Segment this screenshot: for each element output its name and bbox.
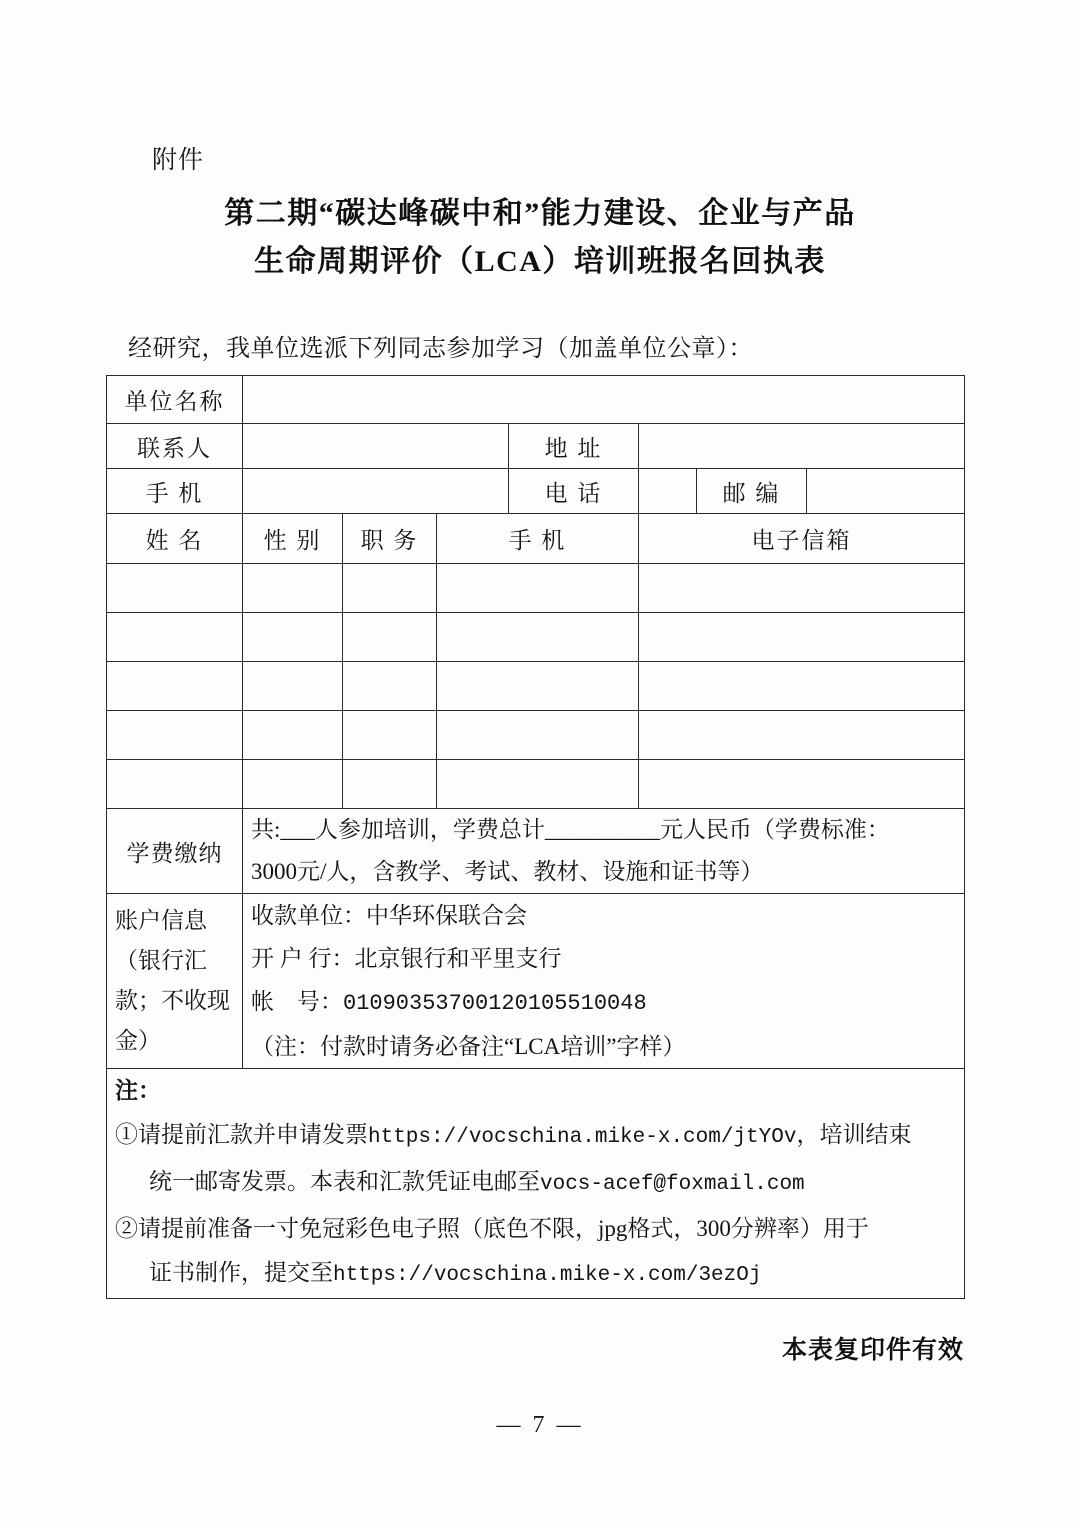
label-contact: 联系人 <box>107 424 243 469</box>
cell-gender[interactable] <box>243 760 343 809</box>
table-row-fee <box>107 809 965 894</box>
fee-line-1: 共:___人参加培训，学费总计__________元人民币（学费标准： <box>251 817 890 842</box>
account-bank-label: 开 户 行： <box>251 946 355 971</box>
label-account-line-2: （银行汇 <box>115 948 207 973</box>
note-item-2-line-1: ②请提前准备一寸免冠彩色电子照（底色不限，jpg格式，300分辨率）用于 <box>115 1216 869 1241</box>
table-row <box>107 662 965 711</box>
table-header-person-columns <box>107 514 965 564</box>
notes-heading-text: 注： <box>115 1078 161 1103</box>
account-payee-value: 中华环保联合会 <box>366 903 527 928</box>
account-payee-label: 收款单位： <box>251 903 366 928</box>
note-1-url[interactable]: https://vocschina.mike-x.com/jtYOv <box>368 1126 797 1149</box>
field-phone[interactable] <box>639 469 697 514</box>
cell-position[interactable] <box>343 564 437 613</box>
cell-gender[interactable] <box>243 711 343 760</box>
cell-email[interactable] <box>639 662 965 711</box>
account-number-row <box>251 980 956 1025</box>
cell-gender[interactable] <box>243 662 343 711</box>
table-row-account <box>107 894 965 1069</box>
table-row <box>107 613 965 662</box>
fee-line-2: 3000元/人，含教学、考试、教材、设施和证书等） <box>251 859 764 884</box>
column-header-mobile: 手 机 <box>437 514 639 564</box>
note-item-2-line-2 <box>115 1251 956 1298</box>
cell-email[interactable] <box>639 711 965 760</box>
intro-text: 经研究，我单位选派下列同志参加学习（加盖单位公章）： <box>128 336 753 362</box>
note-2-line2-text: 证书制作，提交至 <box>149 1260 333 1285</box>
label-account-line-4: 金） <box>115 1028 161 1053</box>
cell-position[interactable] <box>343 760 437 809</box>
label-account-info <box>107 894 243 1069</box>
table-row <box>107 760 965 809</box>
title-line-2: 生命周期评价（LCA）培训班报名回执表 <box>254 245 826 278</box>
field-mobile[interactable] <box>243 469 509 514</box>
cell-position[interactable] <box>343 613 437 662</box>
table-row <box>107 711 965 760</box>
cell-mobile[interactable] <box>437 711 639 760</box>
cell-name[interactable] <box>107 564 243 613</box>
cell-gender[interactable] <box>243 613 343 662</box>
account-bank-row <box>251 937 956 980</box>
field-address[interactable] <box>639 424 965 469</box>
table-row-notes <box>107 1069 965 1299</box>
copy-valid-note: 本表复印件有效 <box>781 1337 964 1364</box>
label-mobile: 手 机 <box>107 469 243 514</box>
column-header-gender: 性 别 <box>243 514 343 564</box>
field-postcode[interactable] <box>807 469 965 514</box>
cell-email[interactable] <box>639 760 965 809</box>
column-header-email: 电子信箱 <box>639 514 965 564</box>
label-fee: 学费缴纳 <box>107 809 243 894</box>
note-1-email[interactable]: vocs-acef@foxmail.com <box>540 1173 805 1196</box>
title-line-1: 第二期“碳达峰碳中和”能力建设、企业与产品 <box>224 197 856 230</box>
account-details <box>243 894 965 1069</box>
attachment-label: 附件 <box>152 147 205 174</box>
account-remark: （注：付款时请务必备注“LCA培训”字样） <box>251 1034 686 1059</box>
account-bank-value: 北京银行和平里支行 <box>354 946 562 971</box>
cell-mobile[interactable] <box>437 760 639 809</box>
table-row-mobile-phone-postcode <box>107 469 965 514</box>
label-unit-name: 单位名称 <box>107 376 243 424</box>
cell-email[interactable] <box>639 613 965 662</box>
account-number-label: 帐 号： <box>251 989 343 1014</box>
cell-name[interactable] <box>107 613 243 662</box>
note-1-line2-text: 统一邮寄发票。本表和汇款凭证电邮至 <box>149 1169 540 1194</box>
column-header-position: 职 务 <box>343 514 437 564</box>
note-1-text-a: ①请提前汇款并申请发票 <box>115 1122 368 1147</box>
field-unit-name[interactable] <box>243 376 965 424</box>
note-item-1-line-1 <box>115 1113 956 1160</box>
label-account-line-3: 款；不收现 <box>115 988 230 1013</box>
cell-email[interactable] <box>639 564 965 613</box>
label-postcode: 邮 编 <box>697 469 807 514</box>
cell-name[interactable] <box>107 711 243 760</box>
note-2-url[interactable]: https://vocschina.mike-x.com/3ezOj <box>333 1264 762 1287</box>
cell-mobile[interactable] <box>437 662 639 711</box>
registration-form-table <box>106 375 965 1299</box>
page-title <box>0 190 1080 286</box>
table-row <box>107 564 965 613</box>
notes-heading <box>115 1069 956 1113</box>
label-account-line-1: 账户信息 <box>115 908 207 933</box>
page-number: — 7 — <box>496 1412 584 1438</box>
note-item-1-line-2 <box>115 1160 956 1207</box>
column-header-name: 姓 名 <box>107 514 243 564</box>
table-row-contact-address <box>107 424 965 469</box>
account-number-value: 01090353700120105510048 <box>343 991 647 1016</box>
label-address: 地 址 <box>509 424 639 469</box>
notes-section <box>107 1069 965 1299</box>
note-1-text-b: ，培训结束 <box>796 1122 912 1147</box>
fee-description <box>243 809 965 894</box>
table-row-unit-name <box>107 376 965 424</box>
cell-position[interactable] <box>343 711 437 760</box>
cell-position[interactable] <box>343 662 437 711</box>
cell-mobile[interactable] <box>437 613 639 662</box>
cell-name[interactable] <box>107 662 243 711</box>
cell-name[interactable] <box>107 760 243 809</box>
label-phone: 电 话 <box>509 469 639 514</box>
cell-mobile[interactable] <box>437 564 639 613</box>
cell-gender[interactable] <box>243 564 343 613</box>
account-payee-row <box>251 894 956 937</box>
field-contact[interactable] <box>243 424 509 469</box>
